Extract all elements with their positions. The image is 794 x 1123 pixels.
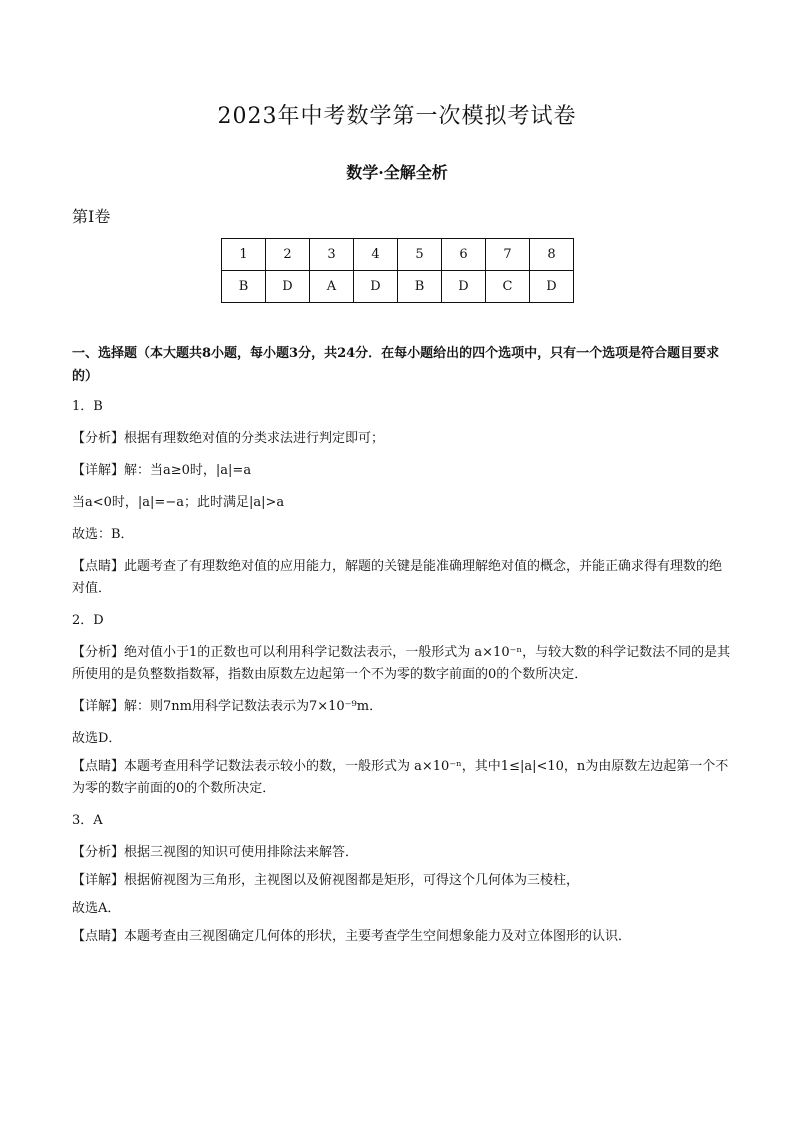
answer-value-cell: D (442, 271, 486, 303)
answer-value-cell: A (310, 271, 354, 303)
q2-choice: 故选D． (72, 731, 122, 746)
page-subtitle: 数学·全解全析 (346, 163, 448, 182)
answer-table (221, 238, 574, 303)
section-heading: 一、选择题（本大题共8小题，每小题3分，共24分．在每小题给出的四个选项中，只有一个选项是符合题目要求的） (72, 346, 720, 384)
answer-number-cell: 2 (266, 239, 310, 271)
answer-value-cell: D (530, 271, 574, 303)
question-number-3: 3．A (72, 813, 103, 828)
page-title: 2023年中考数学第一次模拟考试卷 (217, 104, 577, 129)
q3-comment: 【点睛】本题考查由三视图确定几何体的形状，主要考查学生空间想象能力及对立体图形的认识． (72, 929, 632, 944)
answer-value-cell: D (354, 271, 398, 303)
q1-comment: 【点睛】此题考查了有理数绝对值的应用能力，解题的关键是能准确理解绝对值的概念，并能正确求得有理数的绝对值． (72, 559, 723, 596)
answer-value-cell: B (398, 271, 442, 303)
volume-label: 第Ⅰ卷 (72, 207, 111, 226)
q3-analysis: 【分析】根据三视图的知识可使用排除法来解答． (72, 845, 359, 860)
answer-number-cell: 1 (222, 239, 266, 271)
answer-number-cell: 7 (486, 239, 530, 271)
answer-table-answer-row (222, 271, 574, 303)
q2-comment: 【点睛】本题考查用科学记数法表示较小的数，一般形式为 a×10⁻ⁿ，其中1≤|a|<10，n为由原数左边起第一个不为零的数字前面的0的个数所决定． (72, 759, 729, 796)
q1-detail: 【详解】解：当a≥0时，|a|=a (72, 463, 252, 478)
answer-number-cell: 5 (398, 239, 442, 271)
answer-table-number-row (222, 239, 574, 271)
q1-detail-continued: 当a<0时，|a|=−a；此时满足|a|>a (72, 495, 285, 510)
q1-choice: 故选：B． (72, 527, 134, 542)
solutions-body (72, 342, 732, 958)
answer-number-cell: 8 (530, 239, 574, 271)
q1-analysis: 【分析】根据有理数绝对值的分类求法进行判定即可； (72, 431, 385, 446)
answer-value-cell: C (486, 271, 530, 303)
q3-choice: 故选A． (72, 901, 121, 916)
answer-number-cell: 3 (310, 239, 354, 271)
question-number-1: 1．B (72, 399, 103, 414)
answer-number-cell: 6 (442, 239, 486, 271)
question-number-2: 2．D (72, 613, 104, 628)
answer-number-cell: 4 (354, 239, 398, 271)
answer-value-cell: D (266, 271, 310, 303)
q2-analysis: 【分析】绝对值小于1的正数也可以利用科学记数法表示，一般形式为 a×10⁻ⁿ，与较大数的科学记数法不同的是其所使用的是负整数指数幂，指数由原数左边起第一个不为零的数字前面的0的个数所决定． (72, 645, 731, 682)
q3-detail: 【详解】根据俯视图为三角形，主视图以及俯视图都是矩形，可得这个几何体为三棱柱， (72, 873, 580, 888)
answer-value-cell: B (222, 271, 266, 303)
q2-detail: 【详解】解：则7nm用科学记数法表示为7×10⁻⁹m． (72, 699, 383, 714)
